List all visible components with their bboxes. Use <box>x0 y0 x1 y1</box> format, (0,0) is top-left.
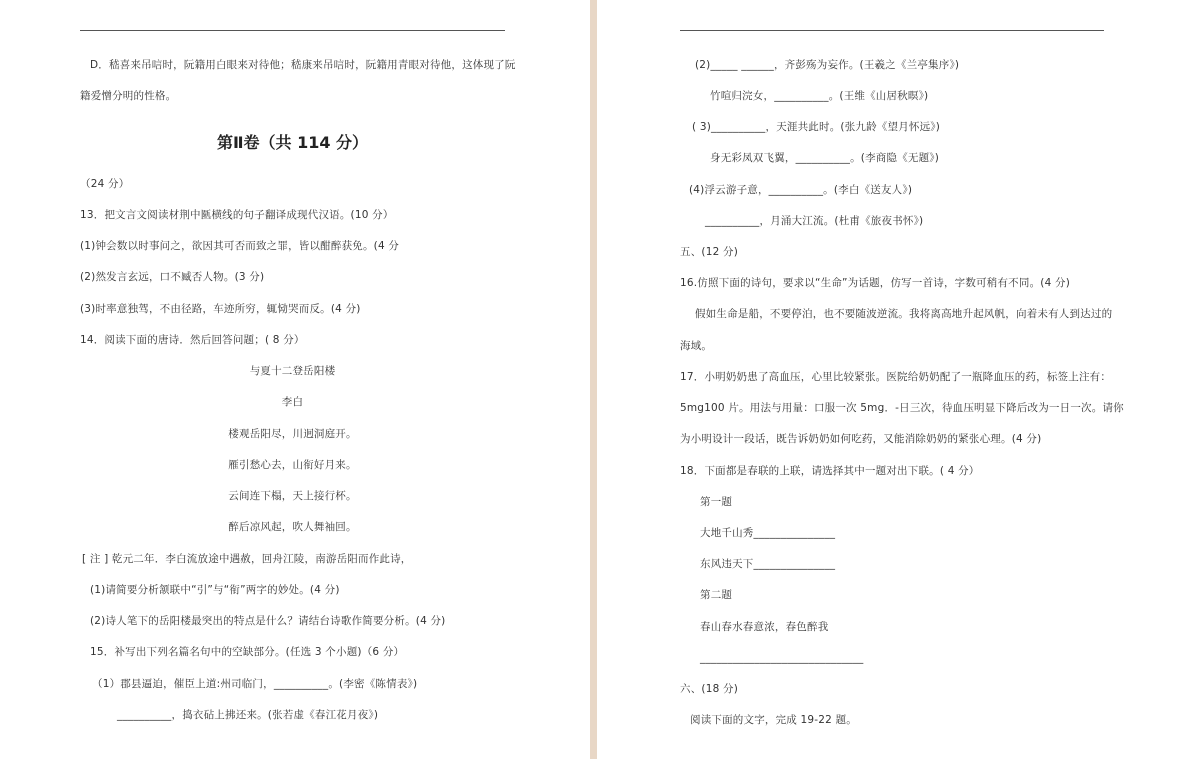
text-line: (1)钟会数以时事问之，欲因其可否而致之罪，皆以酣醉获免。(4 分 <box>80 240 400 252</box>
page-divider <box>590 0 597 759</box>
poem-line: 楼观岳阳尽，川迥洞庭开。 <box>228 428 357 440</box>
section-heading: 五、(12 分) <box>680 246 738 258</box>
header-rule <box>680 30 1104 31</box>
text-line: (2)然发言玄远，口不臧否人物。(3 分) <box>80 271 265 283</box>
question-18: 18．下面都是春联的上联，请选择其中一题对出下联。( 4 分） <box>680 465 980 477</box>
question-15: 15．补写出下列名篇名句中的空缺部分。(任选 3 个小题)（6 分） <box>90 646 405 658</box>
text-line: (3)时率意独驾，不由径路，车迹所穷，辄恸哭而反。(4 分) <box>80 303 361 315</box>
text-line: 第一题 <box>700 496 733 508</box>
text-line: 身无彩凤双飞翼，__________。(李商隐《无题》) <box>710 152 940 164</box>
right-page <box>597 0 1187 759</box>
question-13: 13．把文言文阅读材荆中匦横线的句子翻译成现代汉语。(10 分） <box>80 209 394 221</box>
text-line: （1）郡县逼迫，催臣上道:州司临门，__________。(李密《陈情表》) <box>92 678 418 690</box>
text-line: （24 分） <box>80 178 130 190</box>
section-title: 第Ⅱ卷（共 114 分） <box>216 133 369 152</box>
text-line: __________，月涌大江流。(杜甫《旅夜书怀》) <box>705 215 924 227</box>
poem-title: 与夏十二登岳阳楼 <box>249 365 336 377</box>
text-line: (2)诗人笔下的岳阳楼最突出的特点是什么？请结台诗歌作简要分析。(4 分) <box>90 615 446 627</box>
section-heading: 六、(18 分) <box>680 683 738 695</box>
answer-blank: ______________________________ <box>700 652 864 664</box>
poem-line: 醉后凉风起，吹人舞袖回。 <box>228 521 357 533</box>
text-line: (2)_____ ______，齐彭殇为妄作。(王羲之《兰亭集序》) <box>695 59 960 71</box>
text-line: 5mg100 片。用法与用量：口服一次 5mg．-日三次，待血压明显下降后改为一日一次。请你 <box>680 402 1124 414</box>
text-line: 竹喧归浣女，__________。(王维《山居秋暝》) <box>710 90 929 102</box>
question-17: 17．小明奶奶患了高血压，心里比较紧张。医院给奶奶配了一瓶降血压的药，标签上注有： <box>680 371 1112 383</box>
header-rule <box>80 30 505 31</box>
question-14: 14．阅读下面的唐诗．然后回答问题；( 8 分） <box>80 334 305 346</box>
poem-note: [ 注 ] 乾元二年．李白流放途中遇赦，回舟江陵，南游岳阳而作此诗， <box>82 553 412 565</box>
text-line: 假如生命是船，不要停泊，也不要随波逆流。我将离高地升起风帆，向着未有人到达过的 <box>695 308 1113 320</box>
text-line: 东风违天下_______________ <box>700 558 836 570</box>
text-line: 第二题 <box>700 589 733 601</box>
poem-author: 李白 <box>281 396 304 408</box>
text-line: 籍爱憎分明的性格。 <box>80 90 177 102</box>
text-line: 海域。 <box>680 340 713 352</box>
left-page <box>0 0 590 759</box>
text-line: 为小明设计一段话，既告诉奶奶如何吃药，又能消除奶奶的紧张心理。(4 分) <box>680 433 1042 445</box>
text-line: 大地千山秀_______________ <box>700 527 836 539</box>
poem-line: 雁引愁心去，山衔好月来。 <box>228 459 357 471</box>
text-line: ( 3)__________，天涯共此时。(张九龄《望月怀远》) <box>692 121 941 133</box>
text-line: (4)浮云游子意，__________。(李白《送友人》) <box>689 184 913 196</box>
text-line: 春山春水春意浓，春色醉我 <box>700 621 829 633</box>
question-16: 16.仿照下面的诗句，要求以“生命”为话题，仿写一首诗，字数可稍有不同。(4 分) <box>680 277 1070 289</box>
text-line: (1)请简要分析颔联中“引”与“衔”两字的妙处。(4 分) <box>90 584 340 596</box>
text-line: D．嵇喜来吊唁时，阮籍用白眼来对待他；嵇康来吊唁时，阮籍用青眼对待他，这体现了阮 <box>90 59 516 71</box>
poem-line: 云间连下榻，天上接行杯。 <box>228 490 357 502</box>
text-line: 阅读下面的文字，完成 19-22 题。 <box>690 714 857 726</box>
text-line: __________，捣衣砧上拂还来。(张若虚《春江花月夜》) <box>117 709 379 721</box>
